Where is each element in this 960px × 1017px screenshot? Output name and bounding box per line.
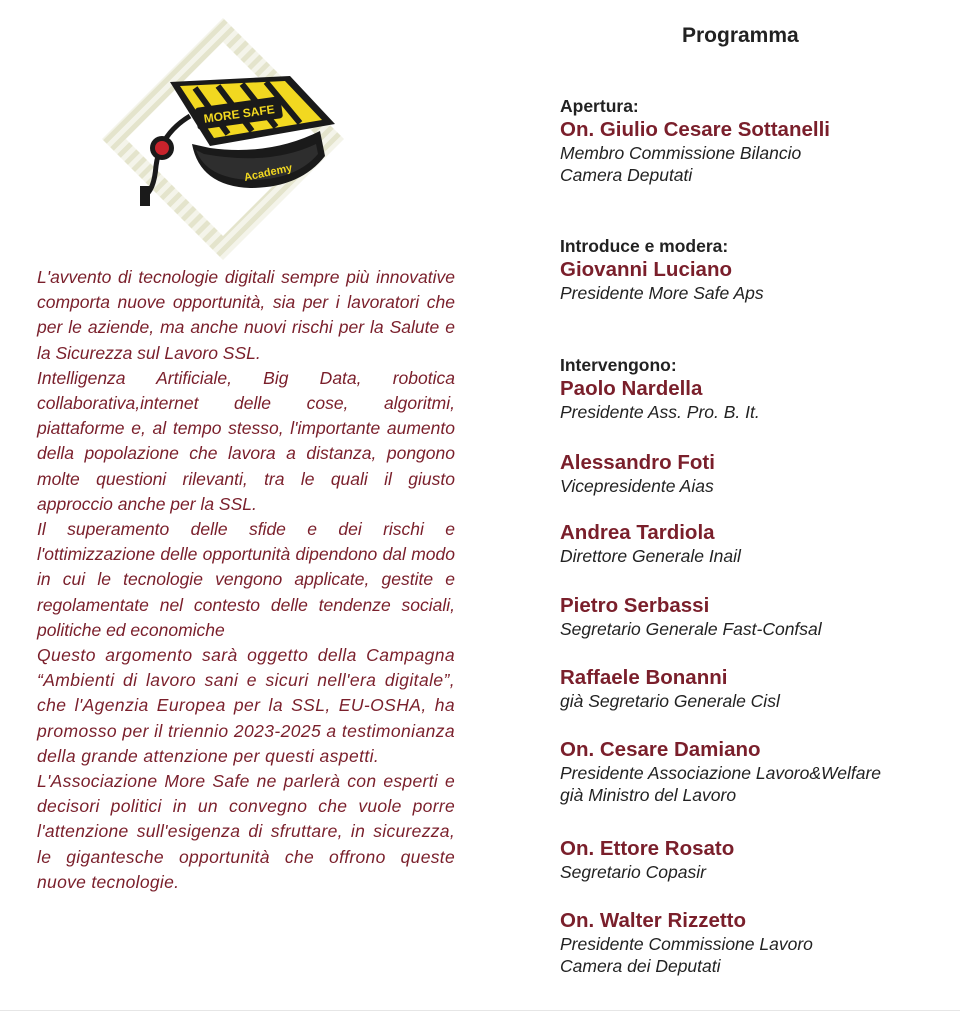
- speaker-name: Alessandro Foti: [560, 451, 715, 474]
- intro-paragraph: Intelligenza Artificiale, Big Data, robotica collaborativa,internet delle cose, algoritmi, piattaforme e, al tempo stesso, l'importante aumento della popolazione che lavora a distanza, pongono molte questioni rilevanti, tra le quali il giusto approccio anche per la SSL.: [37, 367, 455, 514]
- intro-paragraph: Questo argomento sarà oggetto della Campagna “Ambienti di lavoro sani e sicuri nell'era digitale”, che l'Agenzia Europea per la SSL, EU-OSHA, ha promosso per il triennio 2023-2025 a testimonianza della grande attenzione per questi aspetti.: [37, 645, 455, 766]
- bottom-divider: [0, 1010, 960, 1011]
- speaker-role: Direttore Generale Inail: [560, 546, 741, 566]
- speaker-name: On. Walter Rizzetto: [560, 909, 747, 932]
- intro-paragraph: Il superamento delle sfide e dei rischi e l'ottimizzazione delle opportunità dipendono dal modo in cui le tecnologie vengono applicate, gestite e regolamentate nel contesto delle tendenze sociali, politiche ed economiche: [37, 519, 455, 640]
- more-safe-academy-logo: [100, 16, 346, 262]
- opening-speaker-name: On. Giulio Cesare Sottanelli: [560, 118, 830, 141]
- speaker-role: Segretario Generale Fast-Confsal: [560, 619, 822, 639]
- speaker-role: già Segretario Generale Cisl: [560, 691, 780, 711]
- speaker-role: Presidente Associazione Lavoro&Welfare: [560, 763, 882, 783]
- speaker-block: [560, 836, 955, 883]
- opening-heading: Apertura:: [560, 96, 639, 116]
- speaker-block: [560, 737, 955, 806]
- speaker-name: On. Ettore Rosato: [560, 837, 735, 860]
- speaker-role: Vicepresidente Aias: [560, 476, 714, 496]
- speaker-role: Presidente Commissione Lavoro: [560, 934, 813, 954]
- speaker-block: [560, 520, 955, 567]
- opening-speaker-role: Camera Deputati: [560, 165, 693, 185]
- speaker-block: [560, 593, 955, 640]
- speakers-section: [560, 355, 955, 423]
- logo-band-text: Academy: [243, 162, 294, 184]
- speaker-name: On. Cesare Damiano: [560, 738, 761, 761]
- speaker-role: Camera dei Deputati: [560, 956, 721, 976]
- opening-speaker-role: Membro Commissione Bilancio: [560, 143, 802, 163]
- moderator-role: Presidente More Safe Aps: [560, 283, 764, 303]
- intro-paragraph: L'avvento di tecnologie digitali sempre più innovative comporta nuove opportunità, sia per i lavoratori che per le aziende, ma anche nuovi rischi per la Salute e la Sicurezza sul Lavoro SSL.: [37, 267, 455, 363]
- speaker-role: Presidente Ass. Pro. B. It.: [560, 402, 760, 422]
- speaker-name: Paolo Nardella: [560, 377, 703, 400]
- speaker-name: Raffaele Bonanni: [560, 666, 728, 689]
- speaker-name: Pietro Serbassi: [560, 594, 710, 617]
- speaker-block: [560, 450, 955, 497]
- speaker-name: Andrea Tardiola: [560, 521, 715, 544]
- opening-section: [560, 96, 955, 186]
- logo-title-text: MORE SAFE: [202, 102, 276, 126]
- moderator-name: Giovanni Luciano: [560, 258, 732, 281]
- moderator-heading: Introduce e modera:: [560, 236, 729, 256]
- moderator-section: [560, 236, 955, 304]
- speaker-block: [560, 908, 955, 977]
- intro-paragraph: L'Associazione More Safe ne parlerà con esperti e decisori politici in un convegno che vuole porre l'attenzione sull'esigenza di sfruttare, in sicurezza, le gigantesche opportunità che offrono queste nuove tecnologie.: [37, 771, 455, 892]
- intro-text: [37, 265, 455, 895]
- speaker-role: Segretario Copasir: [560, 862, 706, 882]
- speakers-heading: Intervengono:: [560, 355, 677, 375]
- speaker-block: [560, 665, 955, 712]
- program-title: Programma: [682, 24, 799, 47]
- speaker-role: già Ministro del Lavoro: [560, 785, 737, 805]
